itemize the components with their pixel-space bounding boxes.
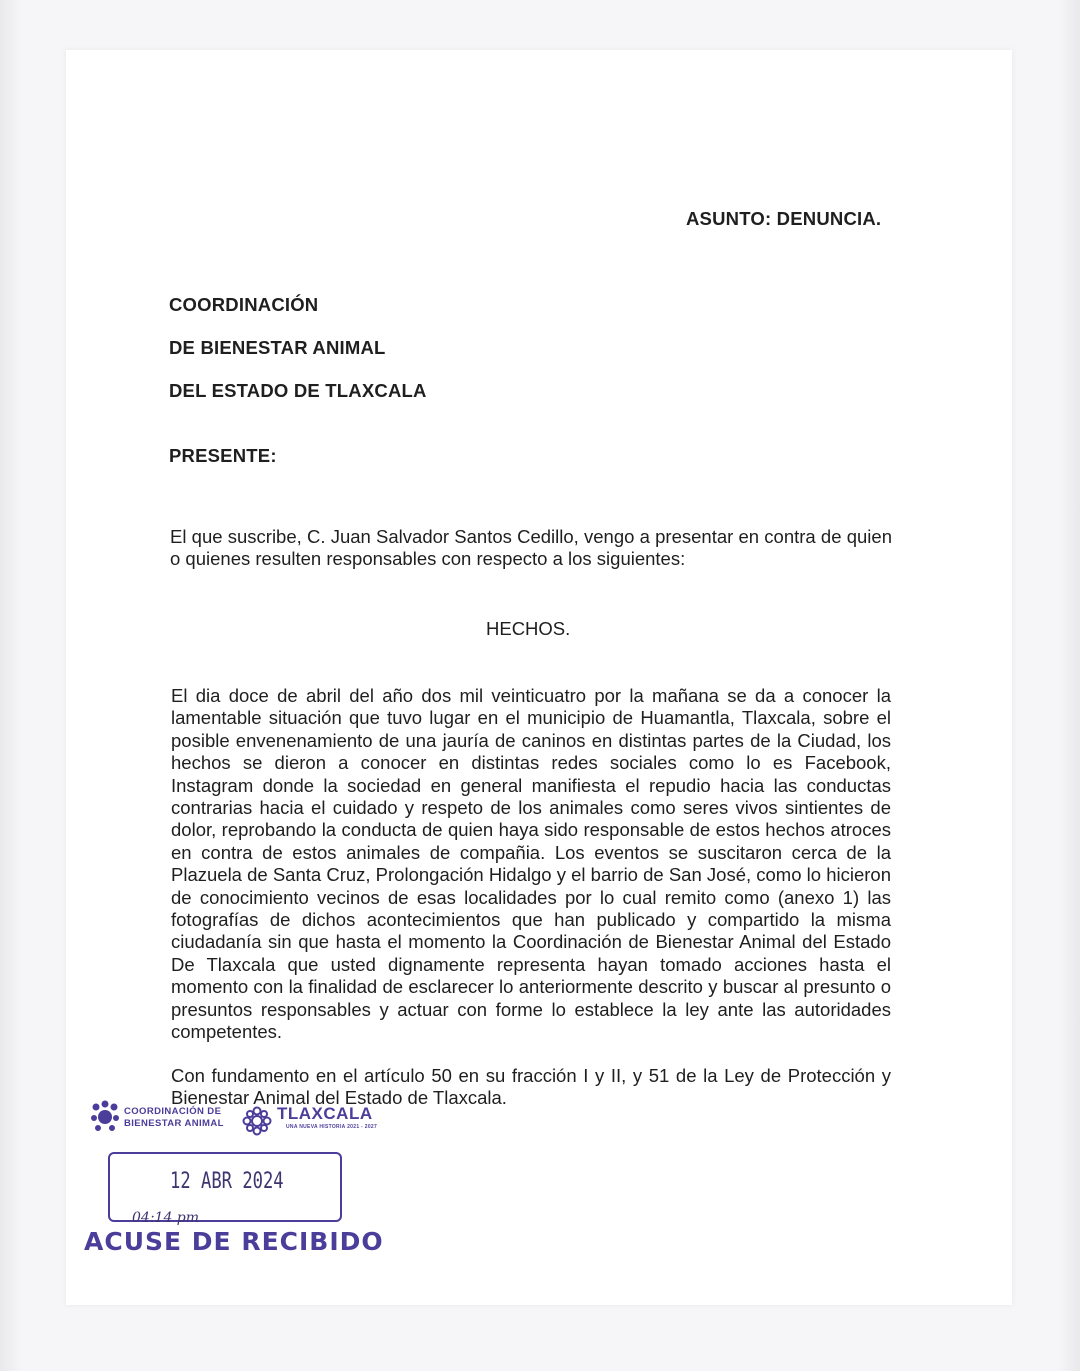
stamp-state-subtitle: UNA NUEVA HISTORIA 2021 - 2027	[286, 1124, 378, 1130]
intro-paragraph: El que suscribe, C. Juan Salvador Santos Cedillo, vengo a presentar en contra de quien o quienes resulten responsables con respecto a los siguientes:	[170, 526, 892, 570]
salutation: PRESENTE:	[169, 445, 277, 466]
stamp-org-line-1: COORDINACIÓN DE	[124, 1106, 222, 1117]
legal-basis-paragraph: Con fundamento en el artículo 50 en su fracción I y II, y 51 de la Ley de Protección y Bienestar Animal del Estado de Tlaxcala.	[171, 1065, 891, 1108]
section-title: HECHOS.	[486, 618, 571, 639]
receipt-label: ACUSE DE RECIBIDO	[84, 1227, 384, 1256]
subject-line: ASUNTO: DENUNCIA.	[686, 208, 882, 229]
stamp-state-name: TLAXCALA	[277, 1104, 373, 1123]
stamp-org-line-2: BIENESTAR ANIMAL	[124, 1118, 224, 1129]
recipient-line-1: COORDINACIÓN	[169, 294, 319, 315]
handwritten-time: 04:14 pm	[132, 1210, 200, 1226]
recipient-line-3: DEL ESTADO DE TLAXCALA	[169, 380, 427, 401]
stamp-date: 12 ABR 2024	[170, 1169, 284, 1194]
facts-paragraph: El dia doce de abril del año dos mil veinticuatro por la mañana se da a conocer la lamentable situación que tuvo lugar en el municipio de Huamantla, Tlaxcala, sobre el posible envenenamiento de una jauría de caninos en distintas partes de la Ciudad, los hechos se dieron a conocer en distintas redes sociales como lo es Facebook, Instagram donde la sociedad en general manifiesta el repudio hacia las conductas contrarias hacia el cuidado y respeto de los animales como seres vivos sintientes de dolor, reprobando la conducta de quien haya sido responsable de estos hechos atroces en contra de estos animales de compañia. Los eventos se suscitaron cerca de la Plazuela de Santa Cruz, Prolongación Hidalgo y el barrio de San José, como lo hicieron de conocimiento vecinos de esas localidades por lo cual remito como (anexo 1) las fotografías de dichos acontecimientos que han publicado y compartido la misma ciudadanía sin que hasta el momento la Coordinación de Bienestar Animal del Estado De Tlaxcala que usted dignamente representa hayan tomado acciones hasta el momento con la finalidad de esclarecer lo anteriormente descrito y buscar al presunto o presuntos responsables y actuar con forme lo establece la ley ante las autoridades competentes.	[171, 685, 891, 1043]
recipient-line-2: DE BIENESTAR ANIMAL	[169, 337, 386, 358]
paw-logo-icon	[88, 1100, 122, 1139]
state-emblem-icon	[242, 1106, 272, 1141]
